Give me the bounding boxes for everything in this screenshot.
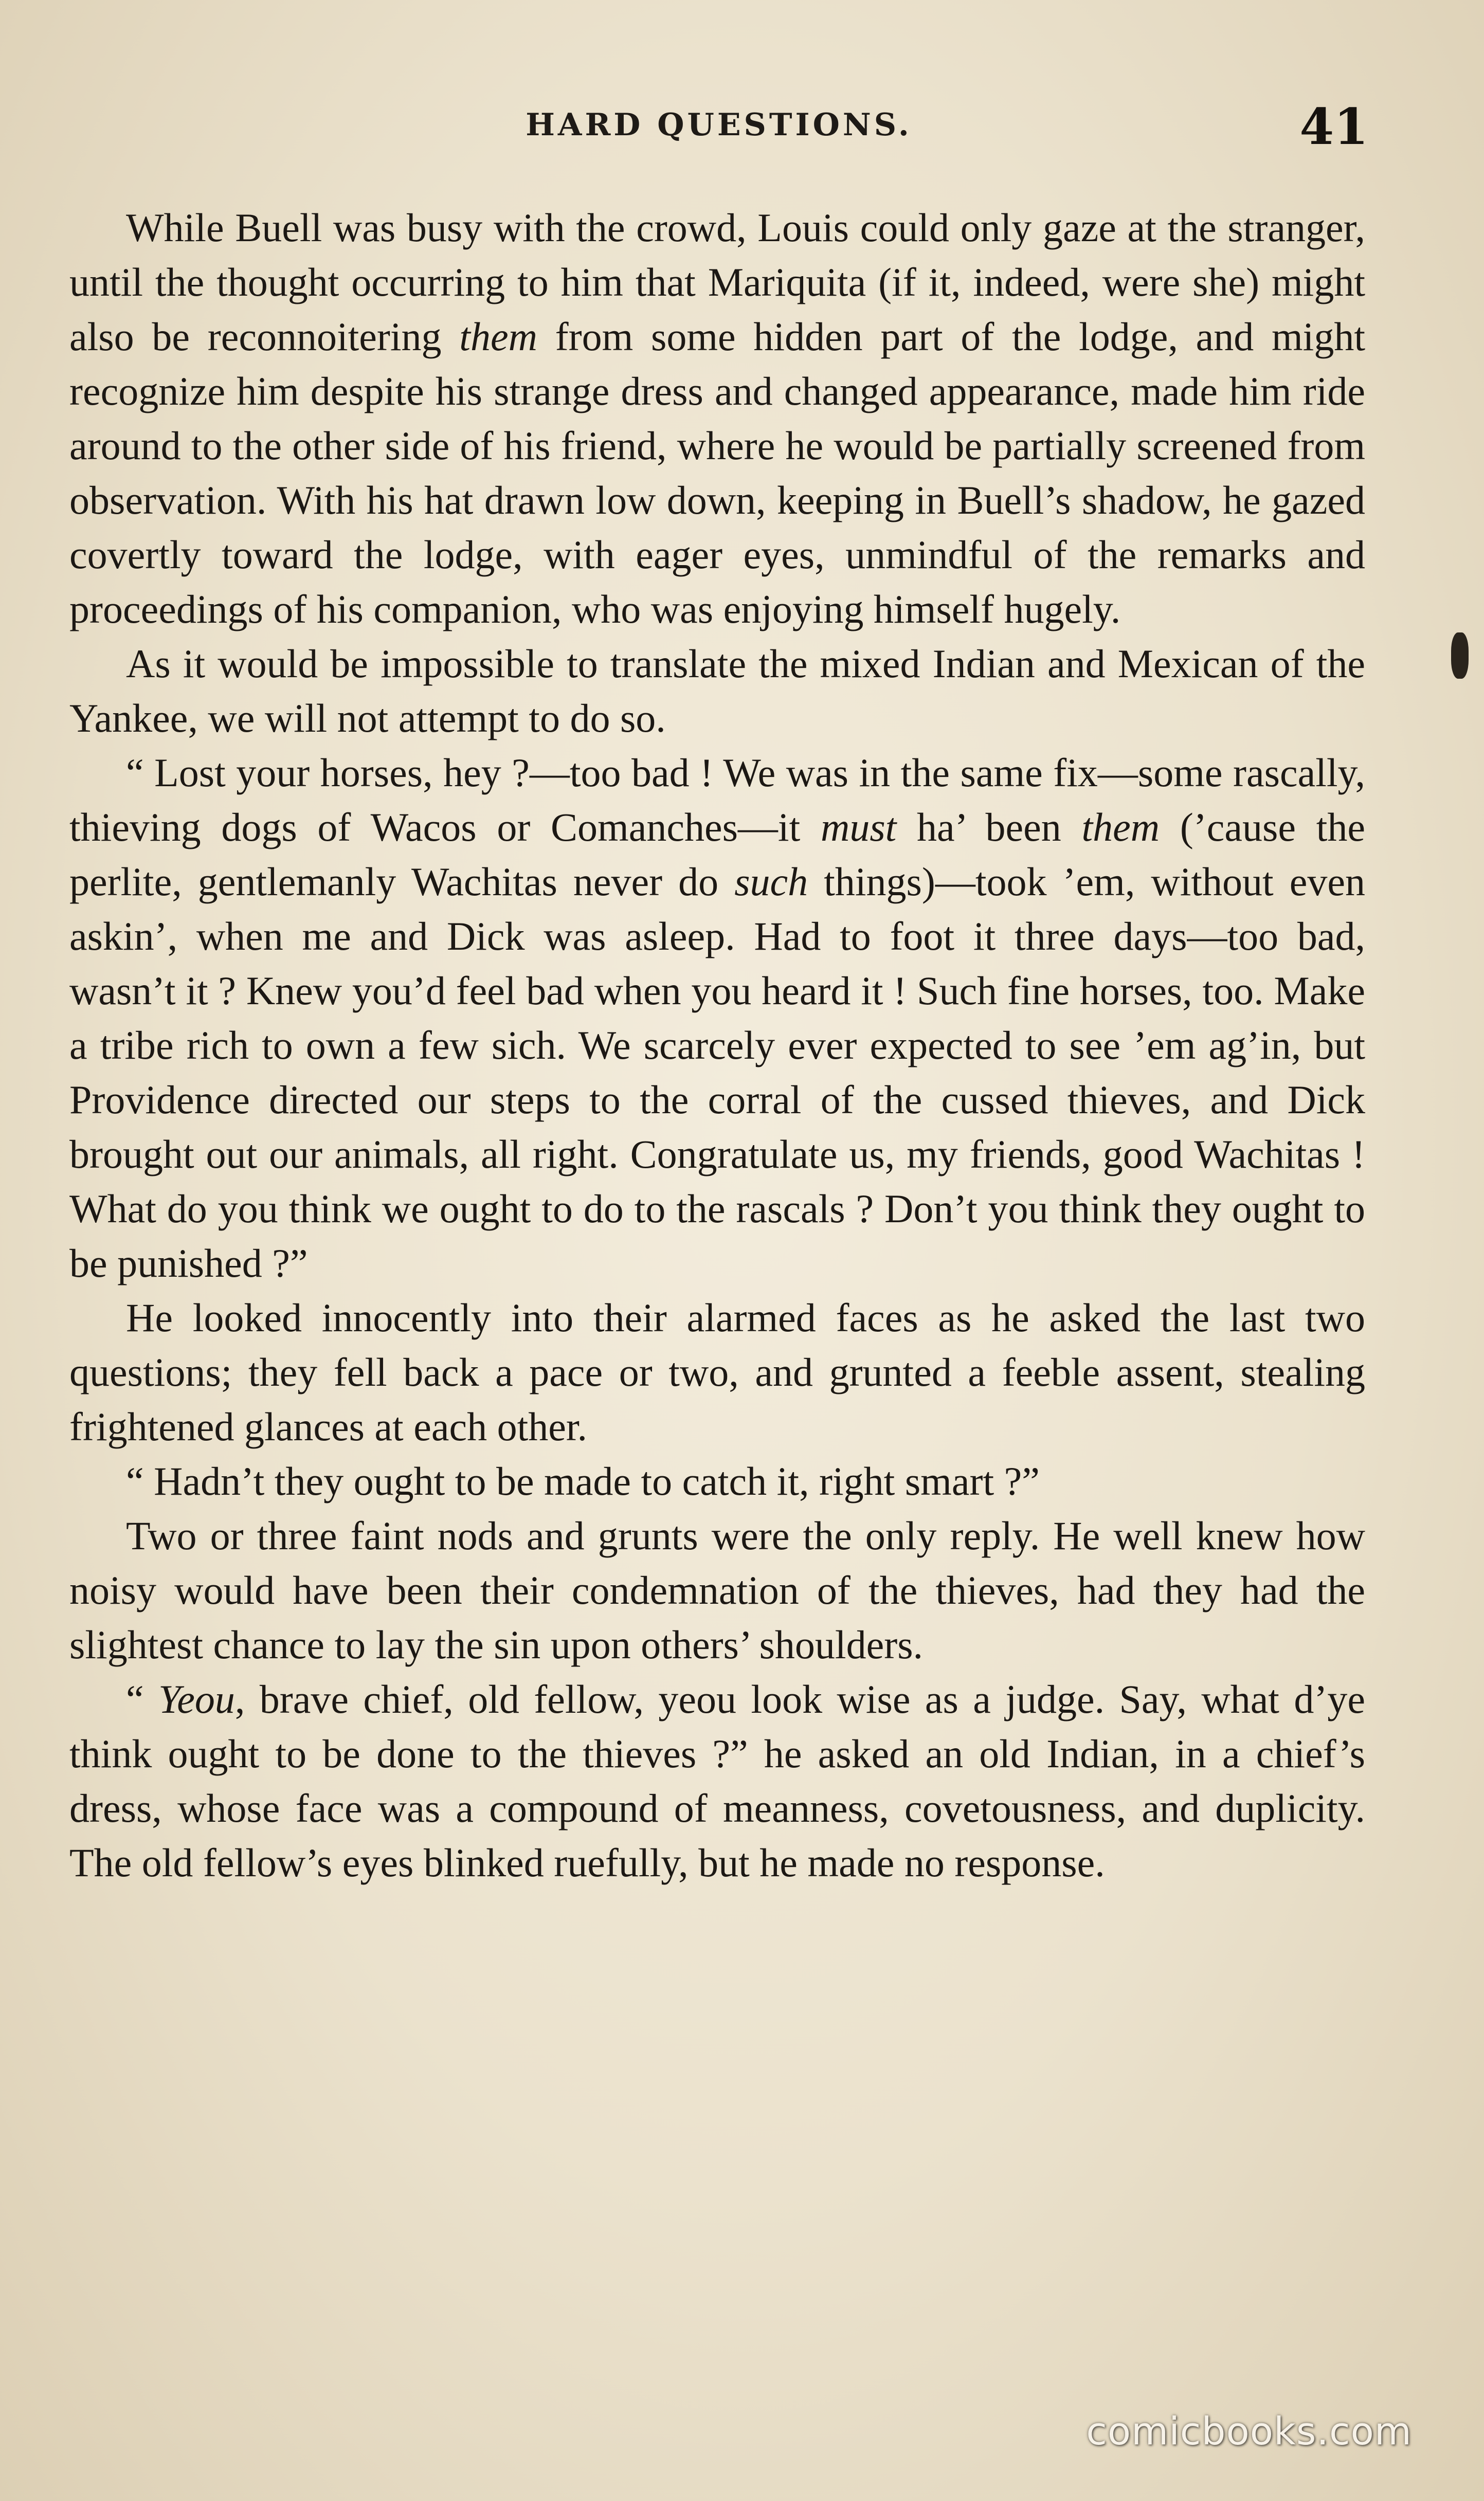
italic-run: Yeou <box>158 1677 235 1721</box>
paragraph-6 <box>69 1509 1365 1672</box>
text-run: “ Lost your horses, hey ?—too bad ! We was in the same fix—some rascally, thieving dogs of Wacos or Comanches—it <box>69 750 1365 849</box>
paragraph-5 <box>69 1454 1365 1509</box>
italic-run: them <box>459 314 537 359</box>
text-run: things)—took ’em, without even askin’, when me and Dick was asleep. Had to foot it three days—too bad, wasn’t it ? Knew you’d feel bad when you heard it ! Such fine horses, too. Make a tribe rich to own a few sich. We scarcely ever expected to see ’em ag’in, but Providence directed our steps to the corral of the cussed thieves, and Dick brought out our animals, all right. Congratulate us, my friends, good Wachitas ! What do you think we ought to do to the rascals ? Don’t you think they ought to be punished ?” <box>69 859 1365 1285</box>
text-run: , brave chief, old fellow, yeou look wise as a judge. Say, what d’ye think ought to be done to the thieves ?” he asked an old Indian, in a chief’s dress, whose face was a compound of meanness, covetousness, and duplicity. The old fellow’s eyes blinked ruefully, but he made no response. <box>69 1677 1365 1885</box>
paragraph-3 <box>69 746 1365 1291</box>
text-run: “ Hadn’t they ought to be made to catch it, right smart ?” <box>126 1459 1040 1503</box>
page-header <box>69 98 1368 154</box>
text-run: from some hidden part of the lodge, and might recognize him despite his strange dress and changed appearance, made him ride around to the other side of his friend, where he would be partially screened from observation. With his hat drawn low down, keeping in Buell’s shadow, he gazed covertly toward the lodge, with eager eyes, unmindful of the remarks and proceedings of his companion, who was enjoying himself hugely. <box>69 314 1365 631</box>
text-run: “ <box>126 1677 159 1721</box>
text-run: ha’ been <box>896 805 1082 849</box>
paragraph-1 <box>69 201 1365 637</box>
running-title: HARD QUESTIONS. <box>526 107 912 143</box>
paragraph-2 <box>69 637 1365 746</box>
italic-run: such <box>734 859 808 904</box>
text-run: (’cause the perlite, gentlemanly Wachitas never do <box>69 805 1366 904</box>
text-run: As it would be impossible to translate the mixed Indian and Mexican of the Yankee, we will not attempt to do so. <box>69 641 1365 740</box>
text-run: While Buell was busy with the crowd, Louis could only gaze at the stranger, until the thought occurring to him that Mariquita (if it, indeed, were she) might also be reconnoitering <box>69 205 1365 359</box>
ink-speck <box>1451 632 1469 679</box>
page-number: 41 <box>1299 98 1368 156</box>
body-text <box>69 201 1365 1890</box>
paragraph-7 <box>69 1672 1365 1890</box>
text-run: Two or three faint nods and grunts were the only reply. He well knew how noisy would have been their condemnation of the thieves, had they had the slightest chance to lay the sin upon others’ shoulders. <box>69 1513 1365 1667</box>
italic-run: them <box>1081 805 1160 849</box>
watermark: comicbooks.com <box>1086 2409 1412 2454</box>
text-run: He looked innocently into their alarmed faces as he asked the last two questions; they fell back a pace or two, and grunted a feeble assent, stealing frightened glances at each other. <box>69 1295 1365 1449</box>
paragraph-4 <box>69 1291 1365 1454</box>
italic-run: must <box>820 805 897 849</box>
